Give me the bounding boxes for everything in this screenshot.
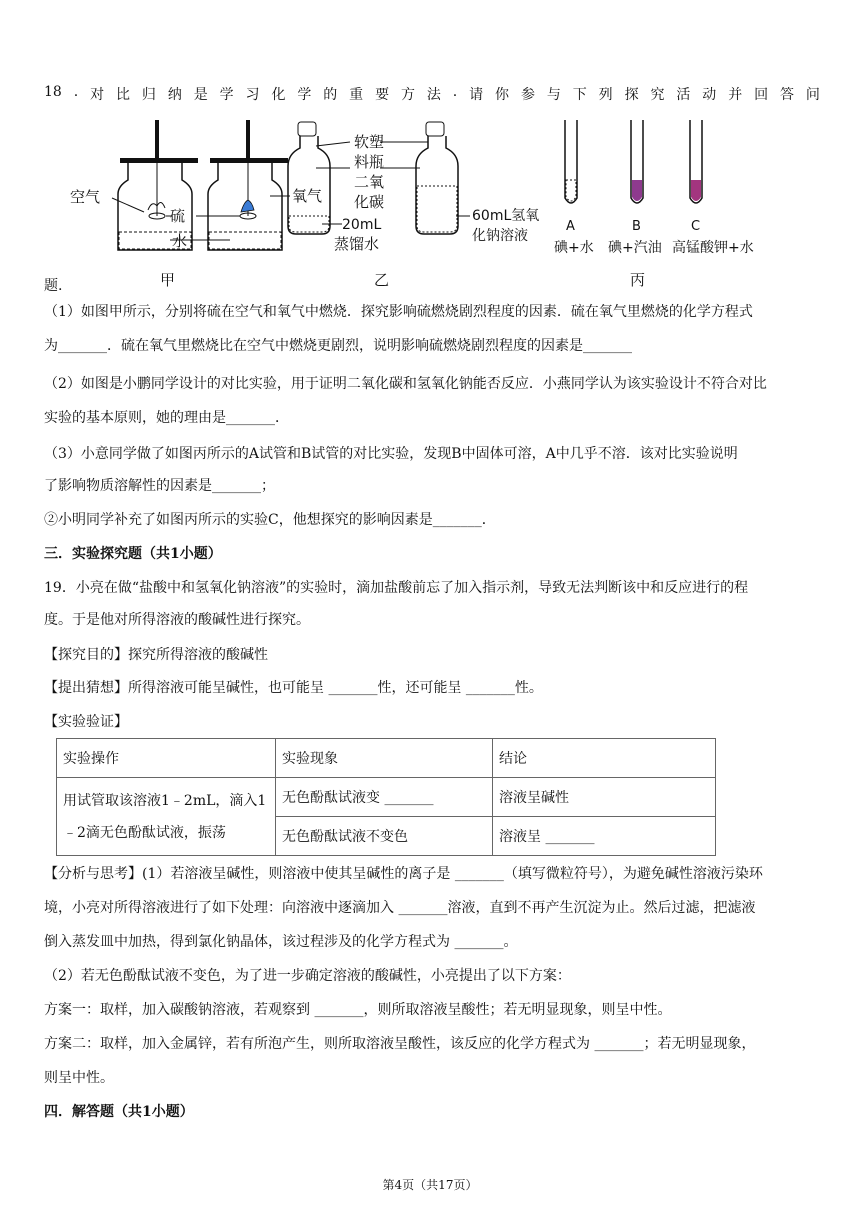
q18-intro-char: 习 [245,87,260,103]
tube-a-label: 碘+水 [554,240,594,256]
q19-purpose: 【探究目的】探究所得溶液的酸碱性 [44,647,268,663]
experiment-table [56,738,716,856]
q18-p2-line2: 实验的基本原则，她的理由是_______． [44,410,289,426]
q18-intro-char: 化 [271,87,286,103]
q18-intro-char: 归 [141,87,156,103]
q19-line2: 度。于是他对所得溶液的酸碱性进行探究。 [44,612,310,628]
q19-guess: 【提出猜想】所得溶液可能呈碱性，也可能呈 _______性，还可能呈 _______性。 [44,680,543,696]
label-co2-1: 二氧 [354,173,385,191]
experiment-figure [60,120,780,290]
q18-intro-char: 重 [349,87,364,103]
q18-intro-char: 要 [375,87,390,103]
figure-jia [70,120,322,289]
tube-b-letter: B [632,219,641,234]
label-air: 空气 [70,188,101,206]
q18-intro-char: 参 [520,87,535,103]
label-oxygen: 氧气 [292,187,323,205]
q18-intro-end: 题. [44,278,63,294]
label-soft-bottle-1: 软塑 [354,133,385,151]
q18-intro-char: 方 [400,87,415,103]
header-conclusion: 结论 [493,739,716,778]
q18-intro-char: 的 [323,87,338,103]
label-co2-2: 化碳 [354,193,385,211]
q18-intro-char: 请 [469,87,484,103]
q19-verify: 【实验验证】 [44,714,128,730]
q18-p3-line3: ②小明同学补充了如图丙所示的实验C，他想探究的影响因素是_______． [44,512,496,528]
operation-cell [57,778,276,856]
q18-intro-char: 学 [219,87,234,103]
q18-intro-char: 并 [728,87,743,103]
q18-intro-char: 活 [676,87,691,103]
q18-intro-char: 学 [297,87,312,103]
q18-p3-line2: 了影响物质溶解性的因素是_______； [44,478,275,494]
q18-intro-char: 是 [193,87,208,103]
q18-intro-char: 纳 [167,87,182,103]
q18-intro-char: 对 [90,87,105,103]
section-4-heading: 四．解答题（共1小题） [44,1104,194,1120]
tube-c-letter: C [691,219,701,234]
q18-intro-char: 探 [624,87,639,103]
q18-p2-line1: （2）如图是小鹏同学设计的对比实验，用于证明二氧化碳和氢氧化钠能否反应．小燕同学认为该实验设计不符合对比 [44,376,767,392]
label-naoh-2: 化钠溶液 [472,228,528,244]
q18-p1-line2: 为_______．硫在氧气里燃烧比在空气中燃烧更剧烈，说明影响硫燃烧剧烈程度的因素是_______ [44,338,632,354]
q19-plan2-line2: 则呈中性。 [44,1070,114,1086]
q18-intro-char: 你 [495,87,510,103]
q18-intro-char: 问 [805,87,820,103]
table-header-row [57,739,716,778]
q18-intro-char: 与 [546,87,561,103]
label-distilled-water: 蒸馏水 [334,235,380,253]
figure-yi [288,122,539,289]
q18-intro-char: . [452,84,458,100]
q19-plan2-line1: 方案二：取样，加入金属锌，若有所泡产生，则所取溶液呈酸性，该反应的化学方程式为 _______；若无明显现象， [44,1036,756,1052]
q18-intro-char: 下 [572,87,587,103]
q19-analysis-line3: 倒入蒸发皿中加热，得到氯化钠晶体，该过程涉及的化学方程式为 _______。 [44,934,518,950]
phenomenon-row2: 无色酚酞试液不变色 [276,817,493,856]
q18-p3-line1: （3）小意同学做了如图丙所示的A试管和B试管的对比实验，发现B中固体可溶，A中几乎不溶．该对比实验说明 [44,446,738,462]
conclusion-row2: 溶液呈 _______ [493,817,716,856]
tube-c-label: 高锰酸钾+水 [672,240,754,256]
q18-intro-char: 列 [598,87,613,103]
conclusion-row1: 溶液呈碱性 [493,778,716,817]
q19-analysis-line1: 【分析与思考】(1）若溶液呈碱性，则溶液中使其呈碱性的离子是 _______（填写微粒符号），为避免碱性溶液污染环 [44,866,763,882]
label-sulfur: 硫 [170,207,186,225]
q18-intro-char: 究 [650,87,665,103]
caption-yi: 乙 [374,271,390,289]
label-soft-bottle-2: 料瓶 [354,153,385,171]
table-row [57,778,716,817]
q18-intro-char: 答 [780,87,795,103]
phenomenon-row1: 无色酚酞试液变 _______ [276,778,493,817]
header-operation: 实验操作 [57,739,276,778]
page-footer: 第4页（共17页） [382,1178,478,1192]
q18-intro-char: 回 [754,87,769,103]
caption-jia: 甲 [160,271,176,289]
label-water-volume: 20mL [342,217,382,233]
q18-p1-line1: （1）如图甲所示，分别将硫在空气和氧气中燃烧．探究影响硫燃烧剧烈程度的因素．硫在氧气里燃烧的化学方程式 [44,304,753,320]
q18-intro-char: . [73,84,79,100]
q19-line1: 19．小亮在做“盐酸中和氢氧化钠溶液”的实验时，滴加盐酸前忘了加入指示剂，导致无法判断该中和反应进行的程 [44,580,749,596]
q18-intro-char: 法 [426,87,441,103]
q19-analysis-line2: 境，小亮对所得溶液进行了如下处理：向溶液中逐滴加入 _______溶液，直到不再产生沉淀为止。然后过滤，把滤液 [44,900,756,916]
q18-intro-char: 动 [702,87,717,103]
q19-analysis-2: （2）若无色酚酞试液不变色，为了进一步确定溶液的酸碱性，小亮提出了以下方案： [44,968,571,984]
operation-line1: 用试管取该溶液1﹣2mL，滴入1 [63,792,267,809]
tube-a-letter: A [566,219,575,234]
header-phenomenon: 实验现象 [276,739,493,778]
tube-b-label: 碘+汽油 [608,240,662,256]
q18-intro-char: 比 [116,87,130,103]
q18-intro [44,84,820,104]
label-naoh-1: 60mL氢氧 [472,208,540,224]
label-water: 水 [172,232,188,250]
figure-bing [554,120,754,289]
q19-plan1: 方案一：取样，加入碳酸钠溶液，若观察到 _______，则所取溶液呈酸性；若无明显现象，则呈中性。 [44,1002,672,1018]
section-3-heading: 三．实验探究题（共1小题） [44,546,222,562]
q18-intro-char: 18 [44,84,62,100]
caption-bing: 丙 [630,271,646,289]
operation-line2: ﹣2滴无色酚酞试液，振荡 [63,824,226,841]
